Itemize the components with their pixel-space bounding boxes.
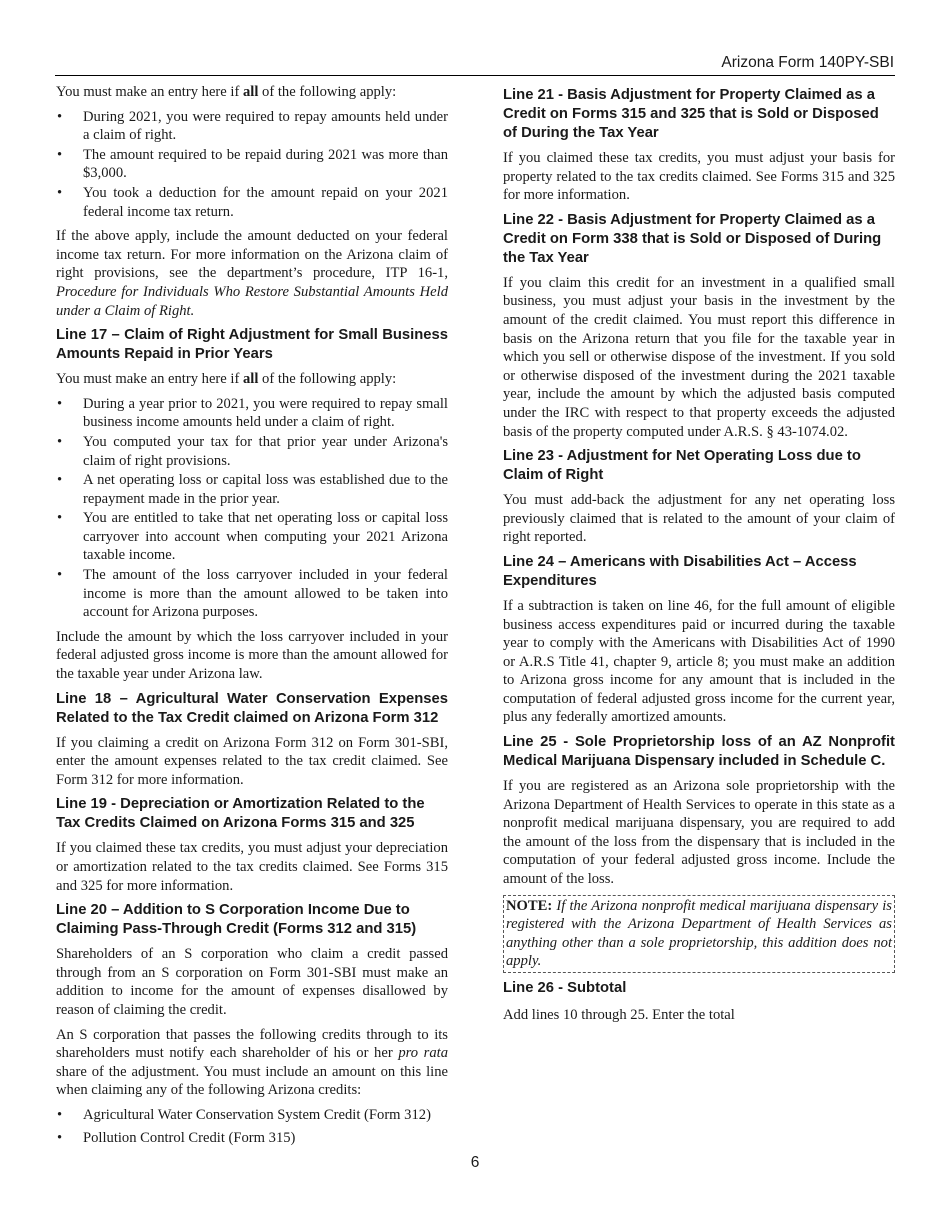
line20-text-2: An S corporation that passes the following credits through to its shareholders must notify each shareholder of his or her pro rata share of the adjustment. You must include an amount on this line when claiming any of the following Arizona credits: [56,1026,448,1099]
bullet-icon: • [57,472,63,489]
header-rule [55,75,895,76]
list-item: • You are entitled to take that net operating loss or capital loss carryover into account when computing your 2021 Arizona taxable income. [57,510,448,564]
list-item: • You computed your tax for that prior year under Arizona's claim of right provisions. [57,433,448,469]
line17-conditions-list [56,395,448,622]
line20-heading: Line 20 – Addition to S Corporation Income Due to Claiming Pass-Through Credit (Forms 312 and 315) [56,902,417,938]
line17-intro: You must make an entry here if all of the following apply: [56,371,397,388]
list-item: • A net operating loss or capital loss was established due to the repayment made in the prior year. [57,472,448,507]
line22-text: If you claim this credit for an investment in a qualified small business, you must adjust your basis in the investment by the amount of the credit claimed. You must report this difference in basis on the Arizona return that you file for the taxable year in which you sell or otherwise dispose of the investment. If you sold or otherwise disposed of the investment during the 2021 taxable year, include the amount by which the adjusted basis computed under the IRC with respect to that property exceeds the adjusted basis of the property computed under A.R.S. § 43-1074.02. [503,274,895,440]
line26-text: Add lines 10 through 25. Enter the total [503,1007,735,1023]
list-item: • Agricultural Water Conservation System Credit (Form 312) [57,1106,431,1123]
line22-heading: Line 22 - Basis Adjustment for Property Claimed as a Credit on Form 338 that is Sold or Disposed of During the Tax Year [503,211,882,266]
line25-heading: Line 25 - Sole Proprietorship loss of an AZ Nonprofit Medical Marijuana Dispensary included in Schedule C. [503,734,895,770]
line17-heading: Line 17 – Claim of Right Adjustment for Small Business Amounts Repaid in Prior Years [56,327,448,363]
note-label: NOTE: [506,897,553,914]
line19-heading: Line 19 - Depreciation or Amortization Related to the Tax Credits Claimed on Arizona Forms 315 and 325 [56,796,425,832]
claim-of-right-paragraph: If the above apply, include the amount deducted on your federal income tax return. For more information on the Arizona claim of right provisions, see the department’s procedure, ITP 16-1, Procedure for Individuals Who Restore Substantial Amounts Held under a Claim of Right. [56,228,448,319]
list-item: • Pollution Control Credit (Form 315) [57,1129,296,1146]
line18-heading: Line 18 – Agricultural Water Conservation Expenses Related to the Tax Credit claimed on Arizona Form 312 [56,690,448,726]
bullet-icon: • [57,433,63,450]
line18-text: If you claiming a credit on Arizona Form 312 on Form 301-SBI, enter the amount expenses related to the tax credit claimed. See Form 312 for more information. [56,734,448,788]
line25-note [503,895,895,973]
right-column [503,83,895,1031]
page-number: 6 [470,1154,480,1171]
line23-heading: Line 23 - Adjustment for Net Operating Loss due to Claim of Right [503,448,861,484]
line20-text-1: Shareholders of an S corporation who claim a credit passed through from an S corporation on Form 301-SBI must make an addition to income for the amount of expenses disallowed by reason of claiming the credit. [56,946,448,1018]
bullet-icon: • [57,395,63,412]
bullet-icon: • [57,567,63,584]
bullet-icon: • [57,510,63,527]
list-item: • You took a deduction for the amount repaid on your 2021 federal income tax return. [57,184,448,220]
bullet-icon: • [57,184,63,201]
line24-text: If a subtraction is taken on line 46, for the full amount of eligible business access expenditures paid or incurred during the taxable year to comply with the Americans with Disabilities Act of 1990 or A.R.S Title 41, chapter 9, article 8; you must make an addition to Arizona gross income for any amount that is included in the computation of federal adjusted gross income for the current year, plus any federally amortized amounts. [503,597,895,726]
form-title: Arizona Form 140PY-SBI [721,54,894,71]
line19-text: If you claimed these tax credits, you must adjust your depreciation or amortization related to the tax credits claimed. See Forms 315 and 325 for more information. [56,840,448,894]
line26-heading: Line 26 - Subtotal [503,980,627,996]
claim-intro: You must make an entry here if all of the following apply: [56,84,397,100]
line25-text: If you are registered as an Arizona sole proprietorship with the Arizona Department of Health Services to operate in this state as a nonprofit medical marijuana dispensary, you are required to add the amount of the loss from the dispensary that is included in the computation of your federal adjusted gross income. Include the amount of the loss. [503,778,895,888]
note-text: If the Arizona nonprofit medical marijuana dispensary is registered with the Arizona Department of Health Services as anything other than a sole proprietorship, this addition does not apply. [506,897,892,970]
line23-text: You must add-back the adjustment for any net operating loss previously claimed that is related to the amount of your claim of right reported. [503,492,895,546]
list-item: • During a year prior to 2021, you were required to repay small business income amounts held under a claim of right. [57,395,448,431]
line24-heading: Line 24 – Americans with Disabilities Act – Access Expenditures [503,553,857,589]
bullet-icon: • [57,1129,63,1146]
left-column [56,83,448,1153]
line21-text: If you claimed these tax credits, you must adjust your basis for property related to the tax credits claimed. See Forms 315 and 325 for more information. [503,150,895,204]
bullet-icon: • [57,146,63,163]
bullet-icon: • [57,108,63,125]
list-item: • During 2021, you were required to repay amounts held under a claim of right. [57,108,448,144]
line20-credits-list [56,1106,448,1147]
line21-heading: Line 21 - Basis Adjustment for Property Claimed as a Credit on Forms 315 and 325 that is Sold or Disposed of During the Tax Year [503,87,879,141]
list-item: • The amount required to be repaid during 2021 was more than $3,000. [57,146,448,182]
list-item: • The amount of the loss carryover included in your federal income is more than the amount allowed to be taken into account for Arizona purposes. [57,567,448,621]
claim-conditions-list [56,108,448,222]
line17-text: Include the amount by which the loss carryover included in your federal adjusted gross income is more than the amount allowed for the taxable year under Arizona law. [56,628,448,683]
bullet-icon: • [57,1106,63,1123]
